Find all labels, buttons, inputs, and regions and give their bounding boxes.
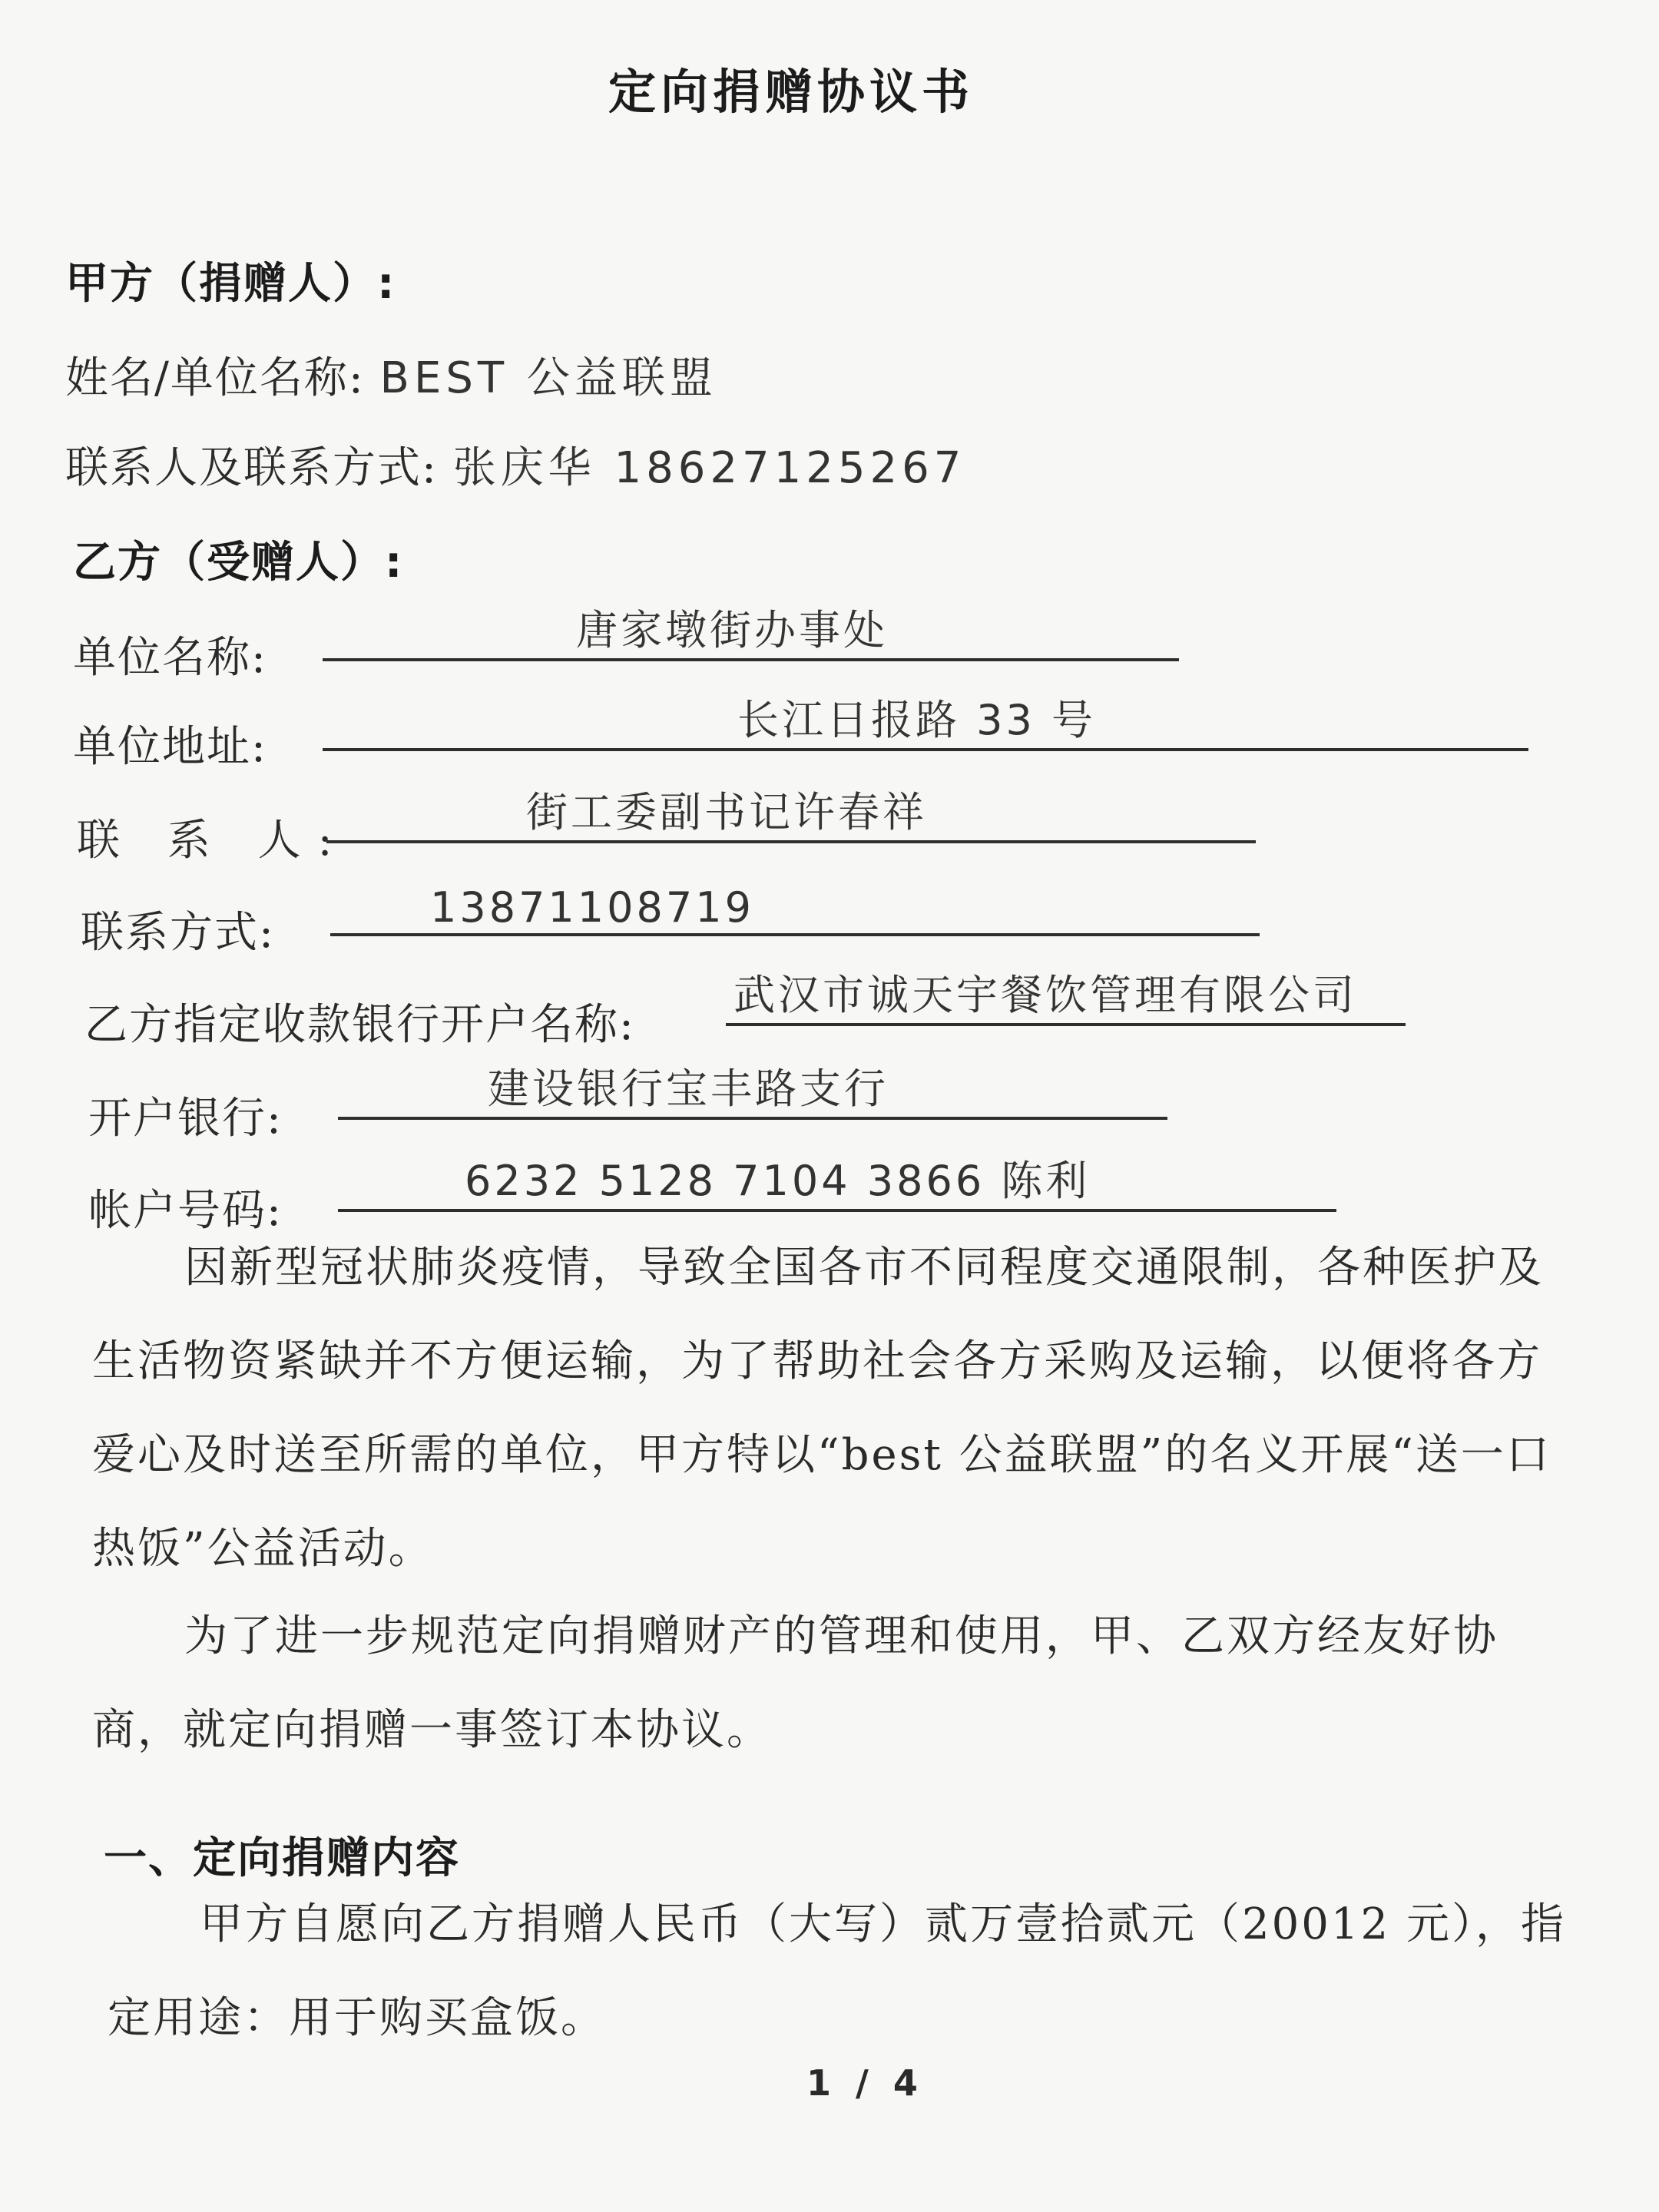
- account-number-value: 6232 5128 7104 3866 陈利: [465, 1157, 1091, 1205]
- section-1-heading: 一、定向捐赠内容: [104, 1833, 460, 1883]
- unit-name-value: 唐家墩街办事处: [576, 606, 888, 654]
- party-a-contact-label: 联系人及联系方式:: [65, 443, 438, 493]
- unit-name-field: [323, 606, 1179, 661]
- account-name-field: [726, 971, 1406, 1026]
- account-number-field: [338, 1157, 1336, 1212]
- account-name-label: 乙方指定收款银行开户名称:: [84, 1000, 635, 1050]
- account-number-label: 帐户号码:: [88, 1186, 283, 1236]
- unit-address-value: 长江日报路 33 号: [737, 696, 1097, 744]
- party-a-name-label: 姓名/单位名称:: [65, 353, 365, 403]
- party-a-name-value: BEST 公益联盟: [379, 353, 717, 403]
- party-a-contact-value: 张庆华 18627125267: [452, 443, 966, 493]
- contact-phone-label: 联系方式:: [81, 908, 275, 958]
- bank-value: 建设银行宝丰路支行: [488, 1065, 889, 1113]
- page-number: 1 / 4: [806, 2062, 924, 2104]
- contact-phone-field: [330, 883, 1260, 936]
- bank-field: [338, 1065, 1167, 1120]
- contact-person-field: [326, 788, 1256, 843]
- paragraph-background: 因新型冠状肺炎疫情，导致全国各市不同程度交通限制，各种医护及生活物资紧缺并不方便运输，为了帮助社会各方采购及运输，以便将各方爱心及时送至所需的单位，甲方特以“best 公益联盟”的名义开展“送一口热饭”公益活动。: [92, 1243, 1551, 1574]
- party-b-heading: 乙方（受赠人）:: [73, 538, 404, 588]
- document-title: 定向捐赠协议书: [608, 64, 974, 120]
- party-a-heading: 甲方（捐赠人）:: [65, 259, 396, 309]
- unit-address-field: [323, 696, 1528, 751]
- contact-person-value: 街工委副书记许春祥: [526, 788, 927, 836]
- bank-label: 开户银行:: [88, 1094, 283, 1144]
- contact-person-label: 联 系 人:: [77, 816, 349, 866]
- section-1-text: 甲方自愿向乙方捐赠人民币（大写）贰万壹拾贰元（20012 元），指定用途：用于购买盒饭。: [108, 1899, 1566, 2043]
- unit-address-label: 单位地址:: [73, 722, 267, 772]
- party-a-name-row: [65, 344, 717, 406]
- contact-phone-value: 13871108719: [430, 883, 754, 932]
- unit-name-label: 单位名称:: [73, 633, 267, 683]
- account-name-value: 武汉市诚天宇餐饮管理有限公司: [733, 971, 1357, 1019]
- party-a-contact-row: [65, 434, 965, 495]
- paragraph-purpose: 为了进一步规范定向捐赠财产的管理和使用，甲、乙双方经友好协商，就定向捐赠一事签订本协议。: [92, 1611, 1498, 1755]
